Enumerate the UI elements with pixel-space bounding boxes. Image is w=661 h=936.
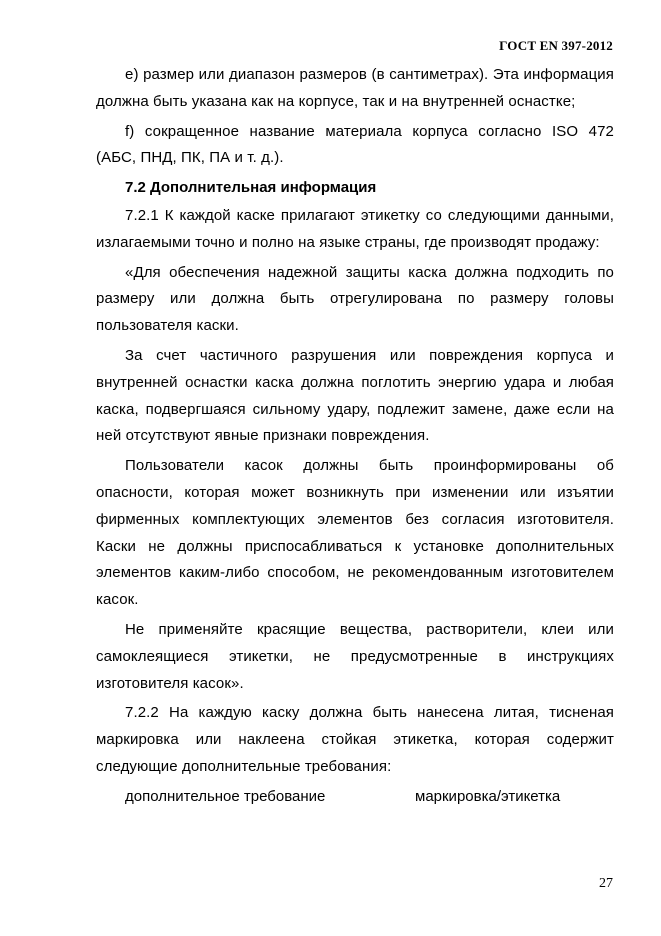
document-body xyxy=(96,62,614,811)
section-title: 7.2 Дополнительная информация xyxy=(125,179,377,197)
page-number: 27 xyxy=(599,876,613,891)
requirements-table-header xyxy=(96,784,614,811)
quote-paragraph-2: За счет частичного разрушения или повреждения корпуса и внутренней оснастки каска должна поглотить энергию удара и любая каска, подвергшаяся сильному удару, подлежит замене, даже если на ней отсутствуют явные признаки повреждения. xyxy=(96,346,614,445)
document-header: ГОСТ EN 397-2012 xyxy=(499,38,613,53)
paragraph-item-f: f) сокращенное название материала корпуса согласно ISO 472 (АБС, ПНД, ПК, ПА и т. д.). xyxy=(96,122,614,167)
table-header-marking: маркировка/этикетка xyxy=(415,787,561,805)
quote-paragraph-1: «Для обеспечения надежной защиты каска должна подходить по размеру или должна быть отрегулирована по размеру головы пользователя каски. xyxy=(96,263,614,335)
paragraph-7-2-1: 7.2.1 К каждой каске прилагают этикетку со следующими данными, излагаемыми точно и полно на языке страны, где производят продажу: xyxy=(96,206,614,251)
quote-paragraph-4: Не применяйте красящие вещества, растворители, клеи или самоклеящиеся этикетки, не предусмотренные в инструкциях изготовителя касок». xyxy=(96,620,614,692)
paragraph-item-e: е) размер или диапазон размеров (в сантиметрах). Эта информация должна быть указана как на корпусе, так и на внутренней оснастке; xyxy=(96,66,614,110)
table-header-requirement: дополнительное требование xyxy=(125,787,326,805)
quote-paragraph-3: Пользователи касок должны быть проинформированы об опасности, которая может возникнуть при изменении или изъятии фирменных комплектующих элементов без согласия изготовителя. Каски не должны приспосабливаться к установке дополнительных элементов каким-либо способом, не рекомендованным изготовителем касок. xyxy=(96,457,614,609)
paragraph-7-2-2: 7.2.2 На каждую каску должна быть нанесена литая, тисненая маркировка или наклеена стойкая этикетка, которая содержит следующие дополнительные требования: xyxy=(96,704,614,775)
